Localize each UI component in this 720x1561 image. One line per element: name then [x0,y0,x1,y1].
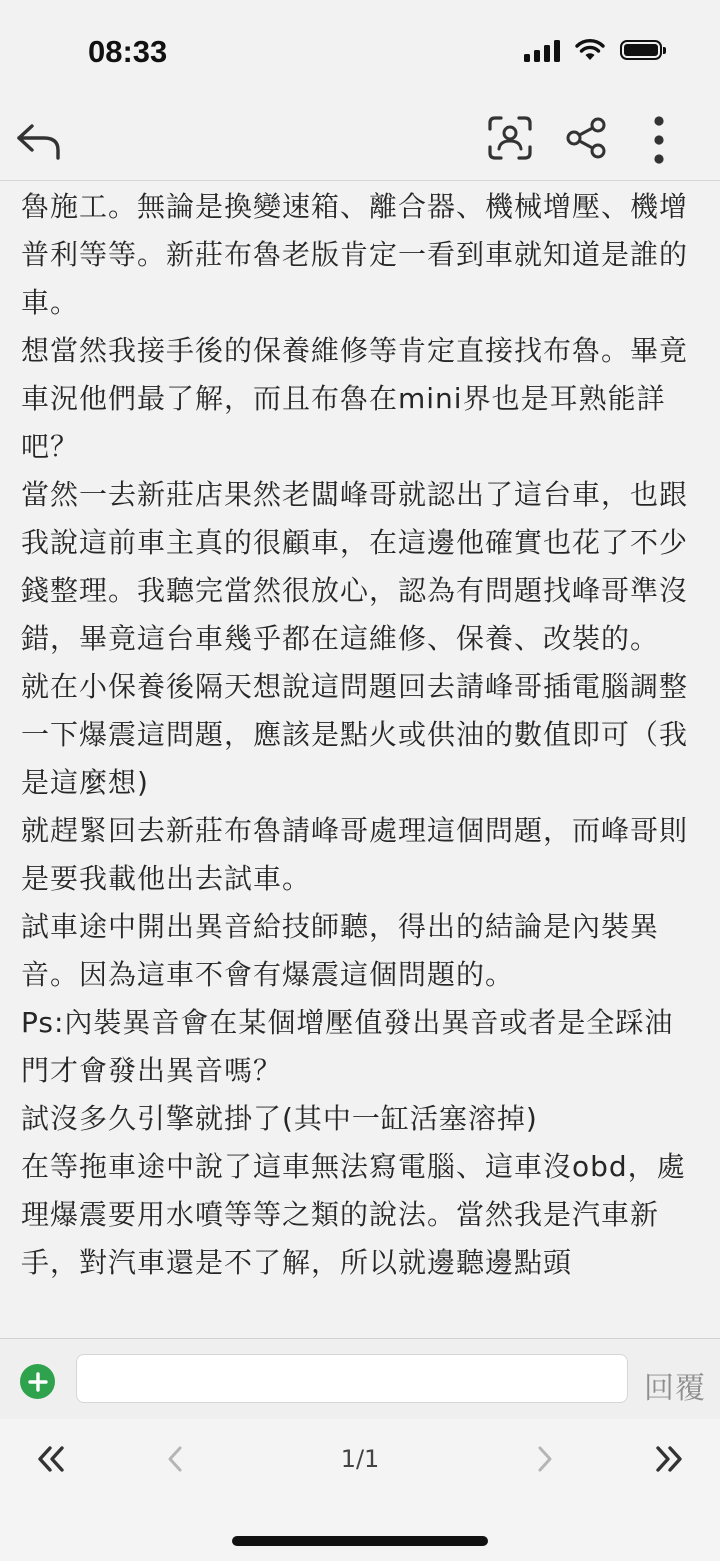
post-paragraph: 在等拖車途中說了這車無法寫電腦、這車沒obd，處理爆震要用水噴等等之類的說法。當然我是汽車新手，對汽車還是不了解，所以就邊聽邊點頭 [21,1150,686,1279]
reply-input[interactable] [76,1354,628,1403]
post-paragraph: 試車途中開出異音給技師聽，得出的結論是內裝異音。因為這車不會有爆震這個問題的。 [21,910,660,991]
share-icon [563,115,609,161]
double-chevron-left-icon [35,1444,65,1474]
back-button[interactable] [10,112,66,168]
double-chevron-right-icon [655,1444,685,1474]
last-page-button[interactable] [650,1439,690,1479]
battery-icon [620,40,662,60]
reply-bar [0,1338,720,1420]
post-paragraph: 當然一去新莊店果然老闆峰哥就認出了這台車，也跟我說這前車主真的很顧車，在這邊他確實也花了不少錢整理。我聽完當然很放心，認為有問題找峰哥準沒錯，畢竟這台車幾乎都在這維修、保養、改裝的。 [21,478,689,655]
post-paragraph: 就在小保養後隔天想說這問題回去請峰哥插電腦調整一下爆震這問題，應該是點火或供油的數值即可（我是這麼想) [21,670,689,799]
post-paragraph: Ps:內裝異音會在某個增壓值發出異音或者是全踩油門才會發出異音嗎？ [21,1006,674,1087]
page-indicator: 1/1 [340,1445,380,1473]
scan-button[interactable] [484,112,536,164]
chevron-right-icon [536,1444,554,1474]
chevron-left-icon [166,1444,184,1474]
status-time: 08:33 [88,34,168,69]
cellular-signal-icon [524,38,560,62]
post-paragraph: 試沒多久引擎就掛了(其中一缸活塞溶掉) [21,1102,538,1135]
wifi-icon [574,38,606,62]
post-paragraph: 魯施工。無論是換變速箱、離合器、機械增壓、機增普利等等。新莊布魯老版肯定一看到車就知道是誰的車。 [21,190,689,319]
top-toolbar [0,100,720,181]
post-paragraph: 想當然我接手後的保養維修等肯定直接找布魯。畢竟車況他們最了解，而且布魯在mini界也是耳熟能詳吧？ [21,334,689,463]
post-paragraph: 就趕緊回去新莊布魯請峰哥處理這個問題，而峰哥則是要我載他出去試車。 [21,814,689,895]
previous-page-button[interactable] [160,1439,190,1479]
reply-button[interactable]: 回覆 [644,1371,706,1406]
plus-circle-icon [28,1372,48,1392]
status-bar [0,0,720,100]
home-indicator[interactable] [232,1536,488,1546]
add-attachment-button[interactable] [20,1364,55,1399]
post-content [0,181,720,1337]
first-page-button[interactable] [30,1439,70,1479]
post-body [21,183,701,1287]
more-options-button[interactable] [636,112,682,168]
status-icons [524,38,662,62]
share-button[interactable] [560,112,612,164]
more-vertical-icon [653,115,665,165]
scan-person-icon [487,115,533,161]
back-arrow-icon [14,118,62,162]
next-page-button[interactable] [530,1439,560,1479]
pagination-bar [0,1419,720,1561]
